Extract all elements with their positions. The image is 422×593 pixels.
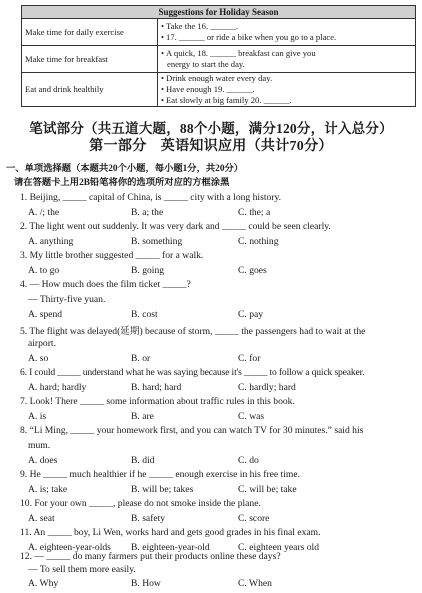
table-items: [158, 46, 416, 73]
question-stem: 2. The light went out suddenly. It was very dark and _____ could be seen clearly.: [20, 221, 331, 232]
section-instruction: 一、单项选择题（本题共20个小题，每小题1分，共20分）: [6, 164, 244, 174]
option-b[interactable]: B. How: [131, 578, 161, 589]
table-category: Eat and drink healthily: [22, 73, 158, 107]
option-b[interactable]: B. eighteen-year-old: [131, 542, 210, 553]
table-row: [22, 19, 416, 46]
bullet-item: • Have enough 19. ______.: [161, 84, 412, 95]
table-category: Make time for daily exercise: [22, 19, 158, 46]
question-stem: 7. Look! There _____ some information about traffic rules in this book.: [20, 396, 295, 407]
option-c[interactable]: C. When: [238, 578, 272, 589]
question-stem: 5. The flight was delayed(延期) because of storm, _____ the passengers had to wait at the: [20, 326, 366, 337]
bullet-item: • 17. ______ or ride a bike when you go to a place.: [161, 32, 412, 43]
option-b[interactable]: B. hard; hard: [131, 382, 182, 393]
table-category: Make time for breakfast: [22, 46, 158, 73]
question-stem-line: mum.: [28, 440, 51, 451]
option-b[interactable]: B. will be; takes: [131, 484, 194, 495]
option-b[interactable]: B. something: [131, 236, 183, 247]
option-b[interactable]: B. are: [131, 411, 154, 422]
bullet-item: • Take the 16. ______.: [161, 21, 412, 32]
suggestions-table: [21, 5, 416, 107]
option-c[interactable]: C. nothing: [238, 236, 279, 247]
question-stem-line: — Thirty-five yuan.: [28, 294, 106, 305]
option-a[interactable]: A. to go: [28, 265, 60, 276]
option-b[interactable]: B. safety: [131, 513, 166, 524]
question-stem: 3. My little brother suggested _____ for a walk.: [20, 250, 204, 261]
option-c[interactable]: C. was: [238, 411, 265, 422]
option-a[interactable]: A. is; take: [28, 484, 68, 495]
option-b[interactable]: B. a; the: [131, 207, 164, 218]
option-c[interactable]: C. do: [238, 455, 259, 466]
question-stem: 8. “Li Ming, _____ your homework first, and you can watch TV for 30 minutes.” said his: [20, 425, 364, 436]
option-a[interactable]: A. hard; hardly: [28, 382, 87, 393]
bullet-item: • Eat slowly at big family 20. ______.: [161, 95, 412, 106]
option-c[interactable]: C. for: [238, 353, 261, 364]
table-row: [22, 73, 416, 107]
option-b[interactable]: B. cost: [131, 309, 158, 320]
written-section-heading: 笔试部分（共五道大题，88个小题，满分120分，计入总分）: [29, 121, 393, 136]
option-a[interactable]: A. does: [28, 455, 58, 466]
question-stem: 4. — How much does the film ticket _____?: [20, 279, 191, 290]
option-a[interactable]: A. eighteen-year-olds: [28, 542, 111, 553]
option-a[interactable]: A. is: [28, 411, 47, 422]
option-a[interactable]: A. so: [28, 353, 49, 364]
question-stem: 11. An _____ boy, Li Wen, works hard and gets good grades in his final exam.: [20, 527, 321, 538]
option-c[interactable]: C. eighteen years old: [238, 542, 319, 553]
question-stem-line: — To sell them more easily.: [28, 564, 136, 575]
table-row: [22, 46, 416, 73]
option-b[interactable]: B. going: [131, 265, 165, 276]
table-items: [158, 73, 416, 107]
option-c[interactable]: C. goes: [238, 265, 267, 276]
part-one-heading: 第一部分 英语知识应用（共计70分）: [89, 139, 333, 154]
option-b[interactable]: B. or: [131, 353, 151, 364]
option-c[interactable]: C. pay: [238, 309, 264, 320]
question-stem: 12. — _____ do many farmers put their products online these days?: [20, 551, 281, 562]
option-a[interactable]: A. seat: [28, 513, 55, 524]
bullet-continuation: energy to start the day.: [167, 59, 245, 69]
question-stem: 6. I could _____ understand what he was saying because it's _____ to follow a quick speaker.: [20, 367, 365, 378]
option-c[interactable]: C. score: [238, 513, 270, 524]
option-c[interactable]: C. the; a: [238, 207, 271, 218]
option-a[interactable]: A. Why: [28, 578, 59, 589]
option-a[interactable]: A. /; the: [28, 207, 60, 218]
table-header: Suggestions for Holiday Season: [22, 6, 416, 19]
question-stem-line: airport.: [28, 338, 56, 349]
bullet-item: • A quick, 18. ______ breakfast can give you: [161, 48, 412, 59]
bullet-item: • Drink enough water every day.: [161, 73, 412, 84]
answer-sheet-instruction: 请在答题卡上用2B铅笔将你的选项所对应的方框涂黑: [14, 178, 230, 188]
option-a[interactable]: A. anything: [28, 236, 74, 247]
option-c[interactable]: C. will be; take: [238, 484, 297, 495]
question-stem: 10. For your own _____, please do not smoke inside the plane.: [20, 498, 261, 509]
question-stem: 1. Beijing, _____ capital of China, is _____ city with a long history.: [20, 192, 282, 203]
option-a[interactable]: A. spend: [28, 309, 63, 320]
table-header-row: [22, 6, 416, 19]
table-items: [158, 19, 416, 46]
question-stem: 9. He _____ much healthier if he _____ enough exercise in his free time.: [20, 469, 300, 480]
option-c[interactable]: C. hardly; hard: [238, 382, 296, 393]
option-b[interactable]: B. did: [131, 455, 155, 466]
